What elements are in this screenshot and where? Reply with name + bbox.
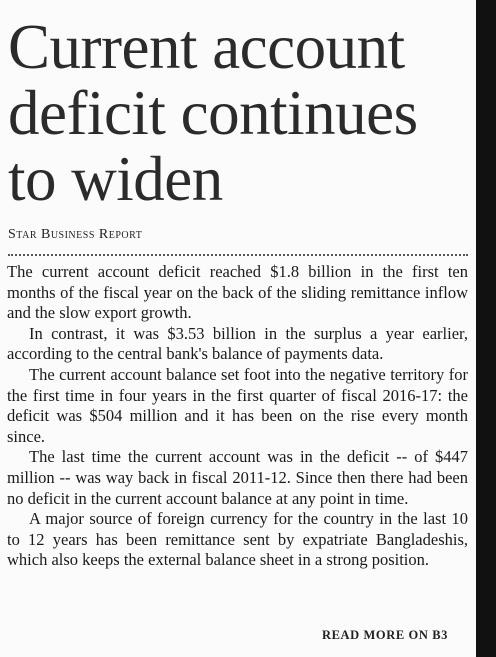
paragraph: The current account balance set foot into the negative territory for the first time in four years in the first quarter of fiscal 2016-17: the deficit was $504 million and it has been on the rise every month since.: [7, 364, 468, 446]
paragraph: A major source of foreign currency for the country in the last 10 to 12 years has been remittance sent by expatriate Bangladeshis, which also keeps the external balance sheet in a strong position.: [7, 509, 468, 570]
article-body: [7, 262, 468, 571]
page-edge-bar: [476, 0, 496, 657]
read-more-link[interactable]: READ MORE ON B3: [321, 628, 448, 642]
paragraph: The current account deficit reached $1.8 billion in the first ten months of the fiscal year on the back of the sliding remittance inflow and the slow export growth.: [7, 262, 468, 323]
paragraph: The last time the current account was in the deficit -- of $447 million -- was way back in fiscal 2011-12. Since then there had been no deficit in the current account balance at any point in time.: [7, 447, 468, 508]
dotted-divider: [8, 254, 468, 256]
paragraph: In contrast, it was $3.53 billion in the surplus a year earlier, according to the central bank's balance of payments data.: [7, 323, 468, 364]
headline: Current account deficit continues to widen: [8, 12, 418, 214]
byline: Star Business Report: [8, 227, 143, 242]
